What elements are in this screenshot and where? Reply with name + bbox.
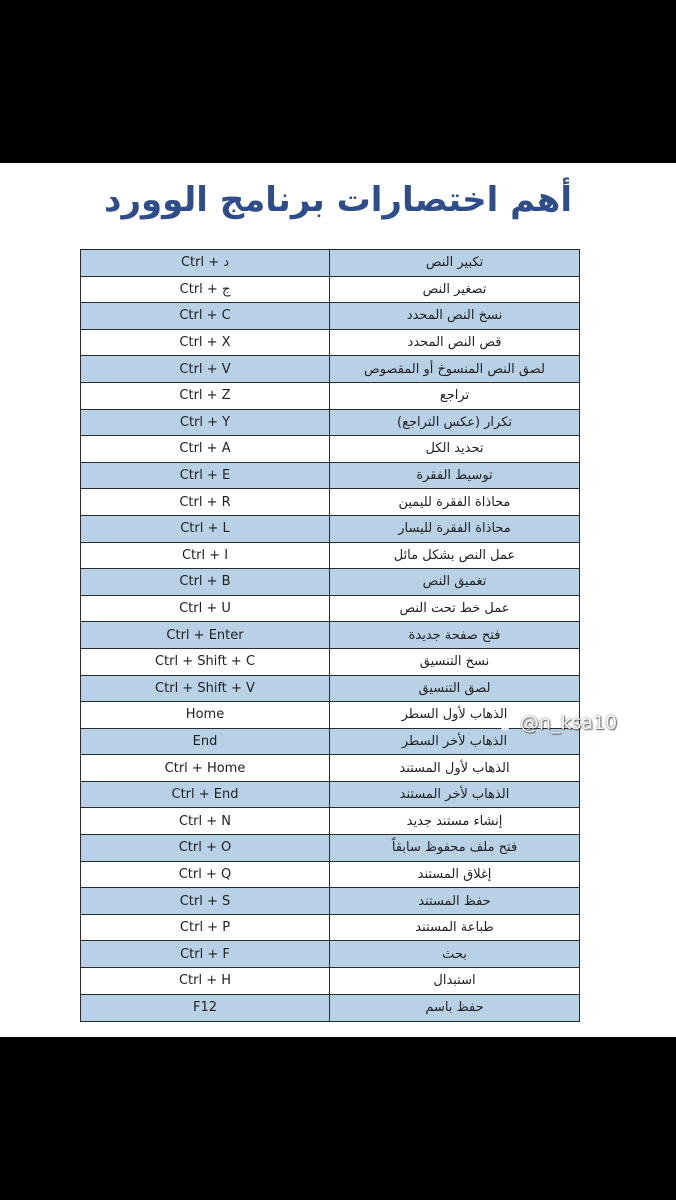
shortcut-key: Ctrl + V [81,356,330,382]
table-row [81,941,579,968]
shortcut-key: Ctrl + P [81,915,330,941]
table-row [81,277,579,304]
table-row [81,436,579,463]
shortcut-key: Ctrl + ج [81,277,330,303]
shortcut-description: نسخ النص المحدد [406,308,503,324]
table-row [81,356,579,383]
shortcut-description: الذهاب لأخر السطر [401,733,508,749]
table-row [81,676,579,703]
shortcut-description: عمل النص بشكل مائل [393,547,516,563]
shortcut-description: إغلاق المستند [417,866,492,882]
shortcut-description: استبدال [433,973,476,989]
table-row [81,968,579,995]
tiktok-icon [498,713,516,733]
shortcut-key: F12 [81,995,330,1022]
shortcut-key: Ctrl + Shift + C [81,649,330,675]
shortcut-description: تصغير النص [422,281,487,297]
table-row [81,835,579,862]
shortcuts-sheet [0,163,676,1037]
table-row [81,250,579,277]
table-row [81,569,579,596]
shortcut-description: فتح صفحة جديدة [408,627,501,643]
shortcut-key: Home [81,702,330,728]
shortcut-description: بحث [442,946,467,962]
table-row [81,543,579,570]
shortcut-key: Ctrl + U [81,596,330,622]
shortcut-key: Ctrl + F [81,941,330,967]
shortcut-key: Ctrl + Enter [81,622,330,648]
table-row [81,303,579,330]
table-row [81,888,579,915]
shortcut-key: Ctrl + Q [81,862,330,888]
shortcut-key: Ctrl + E [81,463,330,489]
shortcut-key: Ctrl + Home [81,755,330,781]
shortcut-description: عمل خط تحت النص [399,601,510,617]
shortcut-description: الذهاب لأول المستند [399,760,510,776]
shortcut-key: Ctrl + End [81,782,330,808]
shortcut-description: الذهاب لأخر المستند [399,787,510,803]
table-row [81,915,579,942]
shortcut-key: Ctrl + R [81,489,330,515]
shortcut-key: Ctrl + L [81,516,330,542]
shortcut-key: Ctrl + Y [81,410,330,436]
shortcut-description: الذهاب لأول السطر [401,707,508,723]
table-row [81,330,579,357]
shortcut-description: محاذاة الفقرة لليسار [398,521,511,537]
shortcut-key: Ctrl + S [81,888,330,914]
shortcut-description: فتح ملف محفوظ سابقاً [391,840,518,856]
shortcut-key: Ctrl + O [81,835,330,861]
shortcut-description: تكبير النص [425,255,484,271]
shortcut-description: نسخ التنسيق [419,654,490,670]
shortcut-description: طباعة المستند [415,920,494,936]
shortcut-description: إنشاء مستند جديد [406,813,503,829]
shortcut-description: تغميق النص [422,574,487,590]
shortcut-key: Ctrl + د [81,250,330,276]
table-row [81,755,579,782]
shortcut-description: تراجع [439,388,470,404]
shortcut-description: حفظ باسم [425,1000,484,1016]
table-row [81,622,579,649]
table-row [81,516,579,543]
shortcut-key: Ctrl + Shift + V [81,676,330,702]
shortcut-key: Ctrl + C [81,303,330,329]
table-row [81,808,579,835]
shortcut-key: Ctrl + X [81,330,330,356]
table-row [81,782,579,809]
shortcut-key: End [81,729,330,755]
table-row [81,596,579,623]
shortcut-description: محاذاة الفقرة لليمين [398,494,511,510]
shortcut-description: حفظ المستند [418,893,491,909]
shortcut-key: Ctrl + H [81,968,330,994]
page-title: أهم اختصارات برنامج الوورد [104,180,572,220]
shortcut-key: Ctrl + N [81,808,330,834]
watermark-handle: @n_ksa10 [520,712,618,734]
watermark [498,712,617,734]
shortcut-description: تكرار (عكس التراجع) [397,414,513,430]
table-row [81,995,579,1022]
table-row [81,862,579,889]
shortcut-key: Ctrl + B [81,569,330,595]
table-row [81,383,579,410]
shortcut-key: Ctrl + A [81,436,330,462]
shortcut-key: Ctrl + I [81,543,330,569]
table-row [81,649,579,676]
shortcut-description: لصق التنسيق [418,680,491,696]
shortcut-description: توسيط الفقرة [416,468,493,484]
table-row [81,463,579,490]
shortcut-key: Ctrl + Z [81,383,330,409]
table-row [81,410,579,437]
table-row [81,489,579,516]
shortcut-description: لصق النص المنسوخ أو المقصوص [364,361,546,377]
shortcuts-table [80,249,580,1022]
shortcut-description: قص النص المحدد [407,335,502,351]
shortcut-description: تحديد الكل [425,441,484,457]
